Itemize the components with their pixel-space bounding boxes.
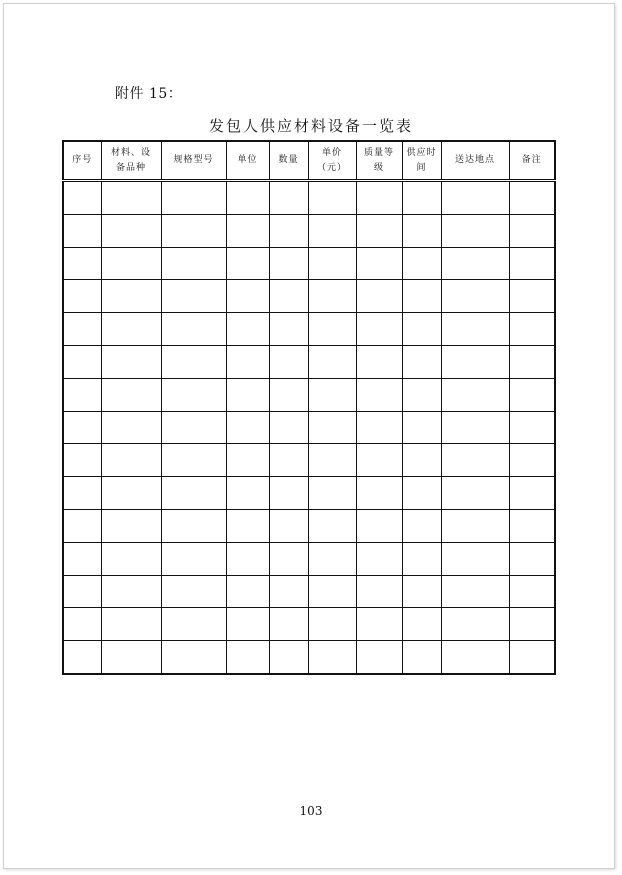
table-cell bbox=[226, 575, 269, 608]
table-cell bbox=[63, 641, 101, 674]
table-cell bbox=[509, 345, 555, 378]
table-cell bbox=[101, 575, 161, 608]
table-cell bbox=[509, 280, 555, 313]
table-cell bbox=[356, 247, 402, 280]
table-cell bbox=[402, 181, 441, 215]
header-remarks: 备注 bbox=[509, 141, 555, 181]
table-cell bbox=[441, 214, 509, 247]
table-cell bbox=[356, 575, 402, 608]
table-cell bbox=[161, 313, 226, 346]
table-cell bbox=[161, 378, 226, 411]
table-cell bbox=[441, 608, 509, 641]
table-row bbox=[63, 477, 555, 510]
table-cell bbox=[402, 641, 441, 674]
table-row bbox=[63, 280, 555, 313]
table-cell bbox=[101, 477, 161, 510]
table-cell bbox=[509, 509, 555, 542]
table-cell bbox=[441, 280, 509, 313]
table-cell bbox=[402, 542, 441, 575]
table-cell bbox=[63, 313, 101, 346]
header-unit-price: 单价（元） bbox=[308, 141, 356, 181]
table-row bbox=[63, 575, 555, 608]
table-cell bbox=[356, 313, 402, 346]
table-cell bbox=[308, 542, 356, 575]
table-cell bbox=[226, 608, 269, 641]
table-cell bbox=[226, 345, 269, 378]
table-cell bbox=[269, 444, 308, 477]
header-delivery-location: 送达地点 bbox=[441, 141, 509, 181]
table-cell bbox=[101, 214, 161, 247]
table-row bbox=[63, 247, 555, 280]
table-cell bbox=[101, 444, 161, 477]
table-cell bbox=[308, 477, 356, 510]
table-cell bbox=[509, 542, 555, 575]
table-cell bbox=[356, 542, 402, 575]
table-cell bbox=[269, 509, 308, 542]
table-cell bbox=[269, 477, 308, 510]
table-cell bbox=[441, 509, 509, 542]
table-cell bbox=[308, 214, 356, 247]
table-cell bbox=[226, 411, 269, 444]
table-cell bbox=[509, 214, 555, 247]
table-cell bbox=[226, 378, 269, 411]
table-cell bbox=[269, 411, 308, 444]
table-cell bbox=[308, 608, 356, 641]
table-cell bbox=[402, 247, 441, 280]
header-spec-model: 规格型号 bbox=[161, 141, 226, 181]
table-cell bbox=[101, 280, 161, 313]
table-cell bbox=[402, 280, 441, 313]
document-title: 发包人供应材料设备一览表 bbox=[208, 117, 413, 135]
table-cell bbox=[161, 247, 226, 280]
table-cell bbox=[356, 345, 402, 378]
table-cell bbox=[356, 181, 402, 215]
table-cell bbox=[356, 444, 402, 477]
table-cell bbox=[63, 214, 101, 247]
table-cell bbox=[308, 575, 356, 608]
table-cell bbox=[101, 411, 161, 444]
table-cell bbox=[269, 313, 308, 346]
table-cell bbox=[63, 247, 101, 280]
table-cell bbox=[441, 247, 509, 280]
table-row bbox=[63, 444, 555, 477]
table-cell bbox=[226, 509, 269, 542]
table-cell bbox=[63, 378, 101, 411]
header-material-type: 材料、设备品种 bbox=[101, 141, 161, 181]
table-cell bbox=[509, 378, 555, 411]
table-cell bbox=[269, 181, 308, 215]
table-row bbox=[63, 542, 555, 575]
table-cell bbox=[402, 575, 441, 608]
table-cell bbox=[161, 477, 226, 510]
table-cell bbox=[101, 378, 161, 411]
table-cell bbox=[441, 477, 509, 510]
table-cell bbox=[269, 247, 308, 280]
table-cell bbox=[308, 641, 356, 674]
table-cell bbox=[101, 608, 161, 641]
table-cell bbox=[441, 411, 509, 444]
table-cell bbox=[356, 378, 402, 411]
table-cell bbox=[101, 247, 161, 280]
table-cell bbox=[161, 181, 226, 215]
table-cell bbox=[509, 247, 555, 280]
table-cell bbox=[509, 575, 555, 608]
table-cell bbox=[161, 608, 226, 641]
table-row bbox=[63, 313, 555, 346]
table-cell bbox=[63, 608, 101, 641]
table-cell bbox=[63, 411, 101, 444]
table-cell bbox=[308, 345, 356, 378]
table-cell bbox=[402, 378, 441, 411]
table-cell bbox=[308, 509, 356, 542]
table-cell bbox=[308, 181, 356, 215]
header-quality-grade: 质量等级 bbox=[356, 141, 402, 181]
table-cell bbox=[269, 214, 308, 247]
table-cell bbox=[226, 444, 269, 477]
table-cell bbox=[63, 575, 101, 608]
table-cell bbox=[63, 181, 101, 215]
table-cell bbox=[161, 641, 226, 674]
table-cell bbox=[509, 313, 555, 346]
table-cell bbox=[226, 313, 269, 346]
page-number: 103 bbox=[299, 804, 323, 818]
table-cell bbox=[356, 477, 402, 510]
table-cell bbox=[509, 181, 555, 215]
table-row bbox=[63, 608, 555, 641]
table-cell bbox=[402, 313, 441, 346]
table-cell bbox=[101, 542, 161, 575]
table-cell bbox=[356, 411, 402, 444]
table-cell bbox=[63, 444, 101, 477]
header-quantity: 数量 bbox=[269, 141, 308, 181]
table-row bbox=[63, 641, 555, 674]
table-header-row bbox=[63, 141, 555, 181]
table-cell bbox=[161, 444, 226, 477]
table-cell bbox=[101, 313, 161, 346]
table-cell bbox=[269, 542, 308, 575]
table-cell bbox=[161, 542, 226, 575]
table-row bbox=[63, 378, 555, 411]
table-cell bbox=[509, 477, 555, 510]
table-cell bbox=[226, 477, 269, 510]
table-cell bbox=[269, 641, 308, 674]
table-row bbox=[63, 181, 555, 215]
table-cell bbox=[441, 444, 509, 477]
table-row bbox=[63, 345, 555, 378]
table-cell bbox=[308, 280, 356, 313]
table-cell bbox=[441, 313, 509, 346]
table-cell bbox=[308, 444, 356, 477]
table-cell bbox=[509, 444, 555, 477]
header-supply-time: 供应时间 bbox=[402, 141, 441, 181]
table-cell bbox=[308, 313, 356, 346]
table-cell bbox=[63, 542, 101, 575]
table-cell bbox=[226, 542, 269, 575]
table-row bbox=[63, 509, 555, 542]
table-cell bbox=[63, 477, 101, 510]
table-cell bbox=[402, 411, 441, 444]
table-cell bbox=[226, 181, 269, 215]
table-cell bbox=[63, 345, 101, 378]
table-cell bbox=[402, 608, 441, 641]
header-index: 序号 bbox=[63, 141, 101, 181]
table-cell bbox=[101, 641, 161, 674]
table-cell bbox=[161, 214, 226, 247]
table-cell bbox=[441, 542, 509, 575]
table-cell bbox=[269, 378, 308, 411]
table-cell bbox=[161, 411, 226, 444]
table-cell bbox=[63, 280, 101, 313]
table-cell bbox=[509, 641, 555, 674]
table-cell bbox=[161, 280, 226, 313]
table-cell bbox=[402, 509, 441, 542]
table-cell bbox=[441, 378, 509, 411]
table-cell bbox=[441, 345, 509, 378]
table-cell bbox=[63, 509, 101, 542]
table-cell bbox=[308, 411, 356, 444]
table-cell bbox=[161, 575, 226, 608]
table-cell bbox=[441, 181, 509, 215]
table-cell bbox=[226, 280, 269, 313]
table-cell bbox=[356, 608, 402, 641]
attachment-label: 附件 15： bbox=[115, 86, 183, 102]
table-cell bbox=[269, 575, 308, 608]
table-row bbox=[63, 214, 555, 247]
table-row bbox=[63, 411, 555, 444]
materials-equipment-table bbox=[62, 140, 556, 675]
table-cell bbox=[441, 575, 509, 608]
table-cell bbox=[161, 345, 226, 378]
table-cell bbox=[356, 280, 402, 313]
table-cell bbox=[356, 641, 402, 674]
table-cell bbox=[441, 641, 509, 674]
table-cell bbox=[402, 345, 441, 378]
table-cell bbox=[402, 214, 441, 247]
table-body bbox=[63, 181, 555, 674]
table-cell bbox=[226, 214, 269, 247]
table-cell bbox=[402, 444, 441, 477]
table-cell bbox=[509, 411, 555, 444]
table-cell bbox=[226, 641, 269, 674]
table-cell bbox=[269, 608, 308, 641]
table-cell bbox=[356, 214, 402, 247]
table-cell bbox=[101, 509, 161, 542]
table-cell bbox=[226, 247, 269, 280]
table-cell bbox=[308, 378, 356, 411]
table-cell bbox=[509, 608, 555, 641]
table-cell bbox=[308, 247, 356, 280]
table-cell bbox=[402, 477, 441, 510]
table-cell bbox=[356, 509, 402, 542]
table-cell bbox=[161, 509, 226, 542]
table-cell bbox=[269, 280, 308, 313]
table-cell bbox=[101, 181, 161, 215]
table-cell bbox=[269, 345, 308, 378]
header-unit: 单位 bbox=[226, 141, 269, 181]
table-cell bbox=[101, 345, 161, 378]
